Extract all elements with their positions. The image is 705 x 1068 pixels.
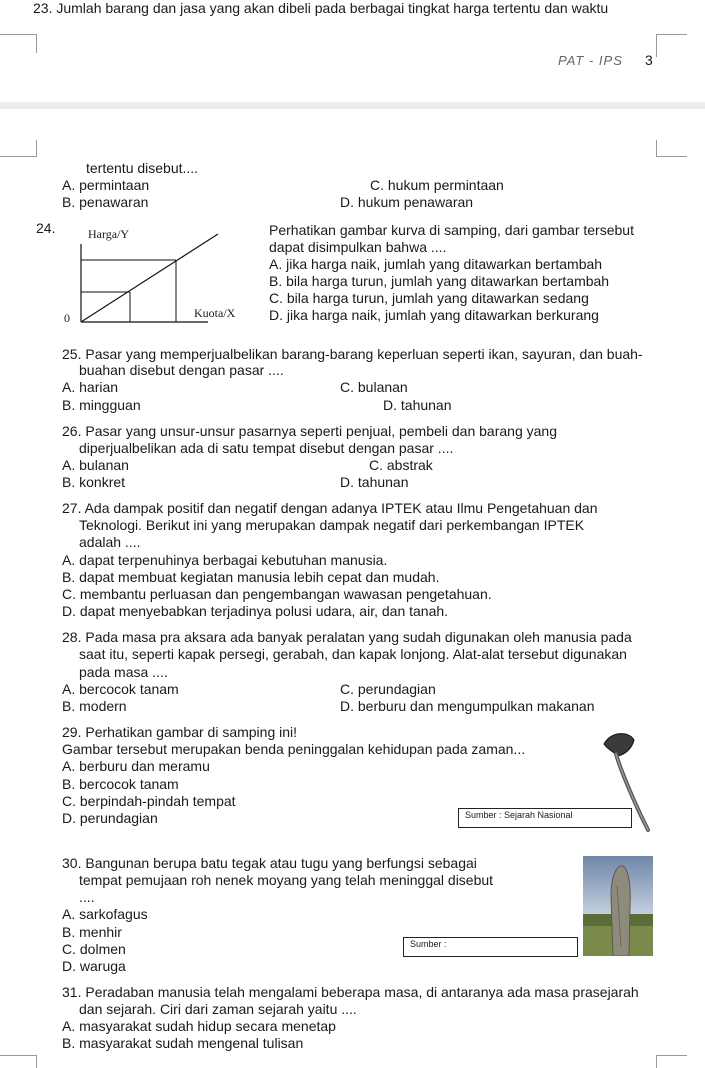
question-27-line-1: 27. Ada dampak positif dan negatif dengan adanya IPTEK atau Ilmu Pengetahuan dan [62, 500, 598, 516]
option-25c: C. bulanan [340, 379, 408, 395]
menhir-photo [583, 856, 653, 956]
option-27b: B. dapat membuat kegiatan manusia lebih cepat dan mudah. [62, 569, 440, 585]
crop-mark [0, 34, 37, 53]
graph-origin-label: 0 [64, 311, 70, 325]
graph-y-label: Harga/Y [88, 227, 130, 241]
question-29-line-1: 29. Perhatikan gambar di samping ini! [62, 724, 298, 740]
option-24d: D. jika harga naik, jumlah yang ditawarkan berkurang [269, 307, 599, 323]
crop-mark [0, 140, 37, 157]
option-26a: A. bulanan [62, 457, 129, 473]
option-24b: B. bila harga turun, jumlah yang ditawarkan bertambah [269, 273, 610, 289]
option-27d: D. dapat menyebabkan terjadinya polusi udara, air, dan tanah. [62, 603, 449, 619]
question-31-line-1: 31. Peradaban manusia telah mengalami beberapa masa, di antaranya ada masa prasejarah [62, 984, 639, 1000]
question-24-line-1: Perhatikan gambar kurva di samping, dari gambar tersebut [269, 222, 634, 238]
graph-x-label: Kuota/X [194, 306, 236, 320]
option-31b: B. masyarakat sudah mengenal tulisan [62, 1035, 304, 1051]
question-24-line-2: dapat disimpulkan bahwa .... [269, 239, 447, 255]
question-29-line-2: Gambar tersebut merupakan benda peninggalan kehidupan pada zaman... [62, 741, 526, 757]
question-23-line-1: 23. Jumlah barang dan jasa yang akan dibeli pada berbagai tingkat harga tertentu dan waktu [33, 0, 609, 16]
crop-mark [656, 1055, 687, 1068]
page-separator [0, 102, 705, 109]
option-24a: A. jika harga naik, jumlah yang ditawarkan bertambah [269, 256, 603, 272]
option-23a: A. permintaan [62, 177, 150, 193]
option-29c: C. berpindah-pindah tempat [62, 793, 236, 809]
question-30-line-1: 30. Bangunan berupa batu tegak atau tugu yang berfungsi sebagai [62, 855, 477, 871]
option-26b: B. konkret [62, 474, 126, 490]
page-number: 3 [645, 52, 653, 68]
option-29a: A. berburu dan meramu [62, 758, 210, 774]
option-25d: D. tahunan [383, 397, 452, 413]
option-24c: C. bila harga turun, jumlah yang ditawarkan sedang [269, 290, 589, 306]
question-25-line-1: 25. Pasar yang memperjualbelikan barang-barang keperluan seperti ikan, sayuran, dan buah- [62, 346, 643, 362]
option-30c: C. dolmen [62, 941, 126, 957]
option-29b: B. bercocok tanam [62, 776, 179, 792]
option-26c: C. abstrak [369, 457, 433, 473]
image-source-caption [458, 808, 632, 828]
crop-mark [656, 34, 687, 57]
question-27-line-3: adalah .... [79, 534, 141, 550]
option-28c: C. perundagian [340, 681, 436, 697]
option-30d: D. waruga [62, 958, 126, 974]
option-26d: D. tahunan [340, 474, 409, 490]
option-30a: A. sarkofagus [62, 906, 148, 922]
supply-curve-line [81, 234, 218, 322]
option-28d: D. berburu dan mengumpulkan makanan [340, 698, 595, 714]
question-30-line-2: tempat pemujaan roh nenek moyang yang telah meninggal disebut [79, 872, 494, 888]
option-23c: C. hukum permintaan [370, 177, 504, 193]
question-26-line-1: 26. Pasar yang unsur-unsur pasarnya seperti penjual, pembeli dan barang yang [62, 423, 557, 439]
question-25-line-2: buahan disebut dengan pasar .... [79, 362, 284, 378]
question-24-number: 24. [36, 220, 56, 236]
supply-curve-graph [78, 226, 228, 330]
question-31-line-2: dan sejarah. Ciri dari zaman sejarah yaitu .... [79, 1001, 357, 1017]
option-27a: A. dapat terpenuhinya berbagai kebutuhan manusia. [62, 552, 388, 568]
image-source-caption [403, 937, 578, 957]
question-27-line-2: Teknologi. Berikut ini yang merupakan dampak negatif dari perkembangan IPTEK [79, 517, 585, 533]
question-28-line-3: pada masa .... [79, 664, 168, 680]
source-text: Sumber : [410, 939, 447, 949]
source-text: Sumber : Sejarah Nasional [465, 810, 573, 820]
option-23d: D. hukum penawaran [340, 194, 474, 210]
option-28a: A. bercocok tanam [62, 681, 179, 697]
question-23-line-2: tertentu disebut.... [86, 160, 199, 176]
question-28-line-1: 28. Pada masa pra aksara ada banyak peralatan yang sudah digunakan oleh manusia pada [62, 629, 632, 645]
question-28-line-2: saat itu, seperti kapak persegi, gerabah, dan kapak lonjong. Alat-alat tersebut digunakan [79, 646, 627, 662]
question-26-line-2: diperjualbelikan ada di satu tempat disebut dengan pasar .... [79, 440, 454, 456]
option-27c: C. membantu perluasan dan pengembangan wawasan pengetahuan. [62, 586, 492, 602]
option-25b: B. mingguan [62, 397, 141, 413]
crop-mark [0, 1055, 37, 1068]
crop-mark [656, 140, 687, 157]
option-31a: A. masyarakat sudah hidup secara menetap [62, 1018, 336, 1034]
question-30-line-3: .... [79, 889, 95, 905]
option-30b: B. menhir [62, 924, 122, 940]
option-25a: A. harian [62, 379, 119, 395]
option-23b: B. penawaran [62, 194, 149, 210]
page-label: PAT - IPS [558, 53, 623, 68]
option-29d: D. perundagian [62, 810, 158, 826]
option-28b: B. modern [62, 698, 127, 714]
